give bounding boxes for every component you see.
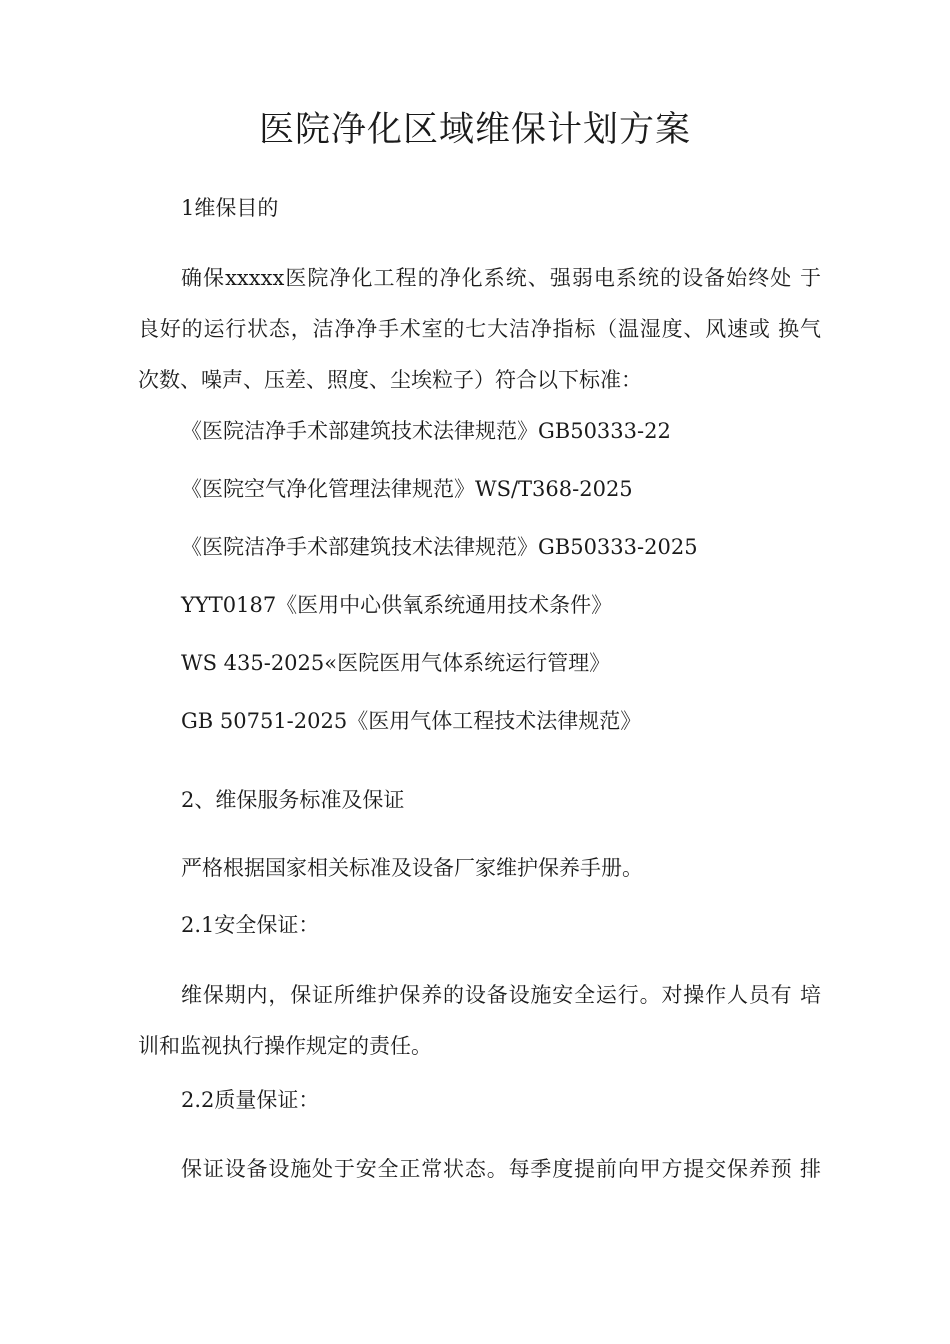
section-1-paragraph-line-2: 良好的运行状态，洁净净手术室的七大洁净指标（温湿度、风速或 换气 (138, 317, 821, 341)
standard-item-4: YYT0187《医用中心供氧系统通用技术条件》 (181, 593, 613, 617)
document-title: 医院净化区域维保计划方案 (258, 110, 691, 150)
section-1-heading: 1维保目的 (181, 196, 279, 220)
standard-item-1: 《医院洁净手术部建筑技术法律规范》GB50333-22 (181, 419, 671, 443)
section-2-2-paragraph-line-1: 保证设备设施处于安全正常状态。每季度提前向甲方提交保养预 排 (181, 1157, 821, 1181)
section-2-2-heading: 2.2质量保证： (181, 1088, 320, 1112)
section-2-heading: 2、维保服务标准及保证 (181, 788, 405, 812)
standard-item-2: 《医院空气净化管理法律规范》WS/T368-2025 (181, 477, 633, 501)
standard-item-5: WS 435-2025«医院医用气体系统运行管理》 (181, 651, 611, 675)
section-2-intro: 严格根据国家相关标准及设备厂家维护保养手册。 (181, 856, 643, 880)
section-1-paragraph-line-3: 次数、噪声、压差、照度、尘埃粒子）符合以下标准： (138, 368, 642, 392)
section-1-paragraph-line-1: 确保xxxxx医院净化工程的净化系统、强弱电系统的设备始终处 于 (181, 266, 821, 290)
section-2-1-paragraph-line-2: 训和监视执行操作规定的责任。 (138, 1034, 432, 1058)
section-2-1-heading: 2.1安全保证： (181, 913, 320, 937)
standard-item-3: 《医院洁净手术部建筑技术法律规范》GB50333-2025 (181, 535, 698, 559)
standard-item-6: GB 50751-2025《医用气体工程技术法律规范》 (181, 709, 642, 733)
section-2-1-paragraph-line-1: 维保期内，保证所维护保养的设备设施安全运行。对操作人员有 培 (181, 983, 821, 1007)
